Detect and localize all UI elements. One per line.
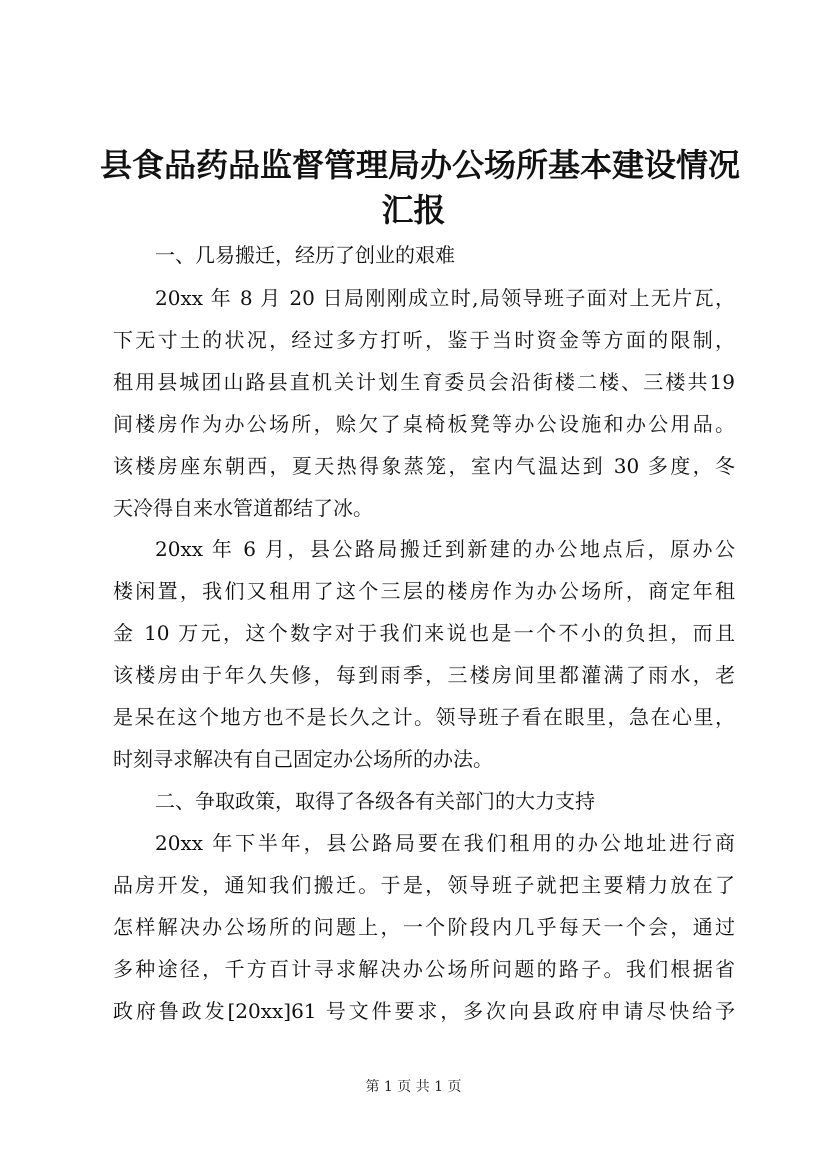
paragraph-line: 该楼房由于年久失修，每到雨季，三楼房间里都灌满了雨水，老 bbox=[113, 663, 735, 687]
paragraph-line: 20xx 年下半年，县公路局要在我们租用的办公地址进行商 bbox=[155, 831, 735, 855]
section-heading-2: 二、争取政策，取得了各级各有关部门的大力支持 bbox=[155, 789, 595, 813]
document-title-line-1: 县食品药品监督管理局办公场所基本建设情况 bbox=[100, 146, 741, 184]
paragraph-line: 多种途径，千方百计寻求解决办公场所问题的路子。我们根据省 bbox=[113, 957, 735, 981]
paragraph-line: 间楼房作为办公场所，赊欠了桌椅板凳等办公设施和办公用品。 bbox=[113, 412, 735, 436]
paragraph-line: 20xx 年 6 月，县公路局搬迁到新建的办公地点后，原办公 bbox=[155, 537, 735, 561]
document-title-line-2: 汇报 bbox=[381, 191, 446, 229]
paragraph-line: 楼闲置，我们又租用了这个三层的楼房作为办公场所，商定年租 bbox=[113, 579, 735, 603]
paragraph-line: 下无寸土的状况，经过多方打听，鉴于当时资金等方面的限制， bbox=[113, 328, 735, 352]
paragraph-line: 怎样解决办公场所的问题上，一个阶段内几乎每天一个会，通过 bbox=[113, 915, 735, 939]
paragraph-line: 政府鲁政发[20xx]61 号文件要求，多次向县政府申请尽快给予 bbox=[113, 999, 735, 1023]
paragraph-line: 时刻寻求解决有自己固定办公场所的办法。 bbox=[113, 747, 493, 771]
page-number-footer: 第 1 页 共 1 页 bbox=[365, 1079, 462, 1095]
paragraph-line: 金 10 万元，这个数字对于我们来说也是一个不小的负担，而且 bbox=[113, 621, 735, 645]
section-heading-1: 一、几易搬迁，经历了创业的艰难 bbox=[155, 243, 455, 267]
paragraph-line: 租用县城团山路县直机关计划生育委员会沿街楼二楼、三楼共19 bbox=[113, 370, 735, 394]
paragraph-line: 天冷得自来水管道都结了冰。 bbox=[113, 496, 373, 520]
paragraph-line: 是呆在这个地方也不是长久之计。领导班子看在眼里，急在心里， bbox=[113, 705, 735, 729]
paragraph-line: 品房开发，通知我们搬迁。于是，领导班子就把主要精力放在了 bbox=[113, 873, 735, 897]
paragraph-line: 该楼房座东朝西，夏天热得象蒸笼，室内气温达到 30 多度，冬 bbox=[113, 454, 735, 478]
paragraph-line: 20xx 年 8 月 20 日局刚刚成立时,局领导班子面对上无片瓦， bbox=[155, 286, 735, 310]
